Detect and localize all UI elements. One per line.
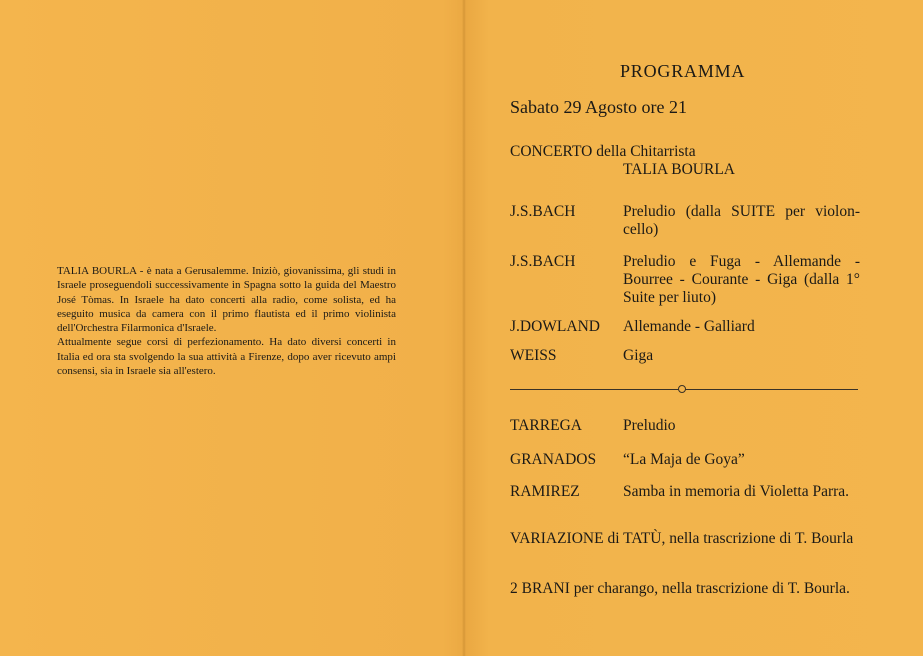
performer-biography xyxy=(57,264,396,378)
program-item xyxy=(510,318,860,336)
piece-title: Giga xyxy=(623,347,654,364)
piece-title: Preludio xyxy=(623,417,676,434)
piece-title: “La Maja de Goya” xyxy=(623,451,745,468)
composer-name: J.S.BACH xyxy=(510,203,576,220)
program-item xyxy=(510,347,860,365)
program-item xyxy=(510,253,860,307)
program-note: 2 BRANI per charango, nella trascrizione di T. Bourla. xyxy=(510,580,850,597)
piece-title: Preludio e Fuga - Allemande - Bourree - Courante - Giga (dalla 1° Suite per liuto) xyxy=(623,253,860,306)
composer-name: TARREGA xyxy=(510,417,582,434)
divider-ornament xyxy=(678,385,686,393)
biography-paragraph-2: Attualmente segue corsi di perfezionamento. Ha dato diversi concerti in Italia ed ora sta svolgendo la sua attività a Firenze, dopo aver ricevuto ampi consensi, sia in Israele sia all'estero. xyxy=(57,336,396,378)
piece-title: Preludio (dalla SUITE per violon-cello) xyxy=(623,203,860,238)
composer-name: GRANADOS xyxy=(510,451,597,468)
concert-date: Sabato 29 Agosto ore 21 xyxy=(510,97,687,117)
page-fold xyxy=(462,0,466,656)
program-item xyxy=(510,203,860,239)
program-title: PROGRAMMA xyxy=(620,61,746,81)
program-note: VARIAZIONE di TATÙ, nella trascrizione di T. Bourla xyxy=(510,530,854,547)
performer-name: TALIA BOURLA xyxy=(623,161,735,178)
composer-name: WEISS xyxy=(510,347,557,364)
piece-title: Allemande - Galliard xyxy=(623,318,755,335)
program-item xyxy=(510,483,860,501)
composer-name: J.DOWLAND xyxy=(510,318,600,335)
concert-line: CONCERTO della Chitarrista xyxy=(510,143,696,160)
composer-name: J.S.BACH xyxy=(510,253,576,270)
program-item xyxy=(510,451,860,469)
concert-heading xyxy=(510,143,735,179)
biography-paragraph: TALIA BOURLA - è nata a Gerusalemme. Iniziò, giovanissima, gli studi in Israele proseguendoli successivamente in Spagna sotto la guida del Maestro José Tòmas. In Israele ha dato concerti alla radio, come solista, ed ha eseguito musica da camera con il primo flautista ed il primo violinista dell'Orchestra Filarmonica d'Israele. xyxy=(57,265,396,335)
composer-name: RAMIREZ xyxy=(510,483,580,500)
program-item xyxy=(510,417,860,435)
piece-title: Samba in memoria di Violetta Parra. xyxy=(623,483,850,500)
